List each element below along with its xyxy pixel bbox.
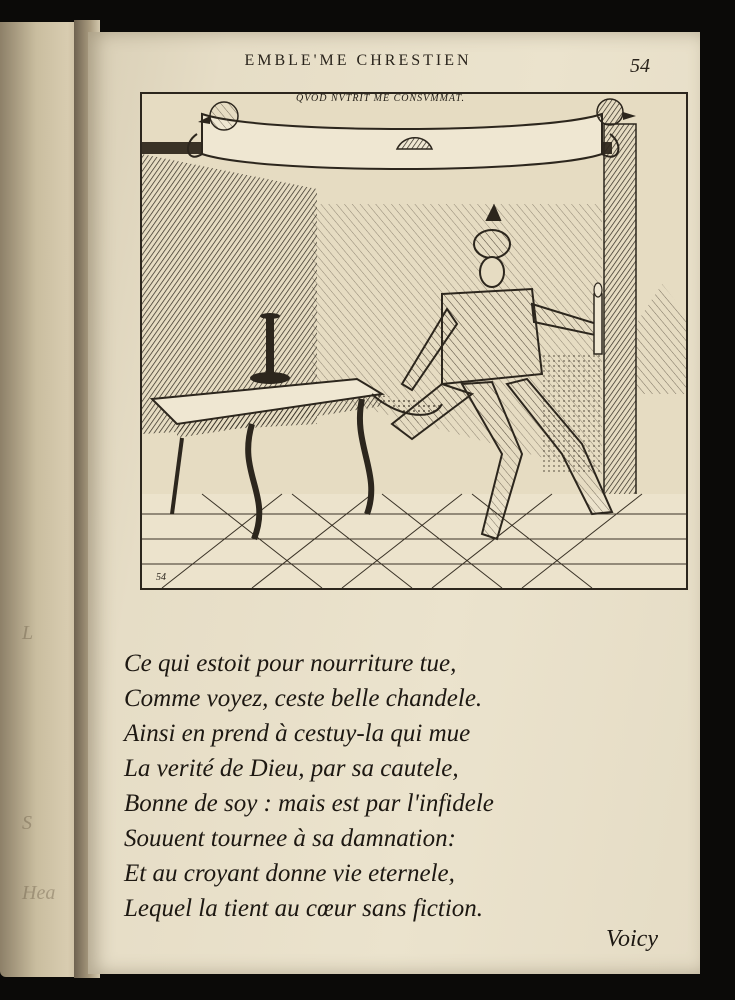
verse-line: Ce qui estoit pour nourriture tue, (124, 650, 457, 677)
emblem-verse (124, 646, 684, 926)
verse-line: Comme voyez, ceste belle chandele. (124, 685, 483, 712)
show-through-text: Hea (22, 882, 56, 904)
verse-line: Ainsi en prend à cestuy-la qui mue (124, 720, 471, 747)
engraving-illustration (142, 94, 686, 588)
verse-line: La verité de Dieu, par sa cautele, (124, 755, 459, 782)
plate-number: 54 (156, 572, 166, 583)
show-through-text: S (22, 812, 32, 834)
emblem-motto: QVOD NVTRIT ME CONSVMMAT. (296, 93, 465, 104)
verse-line: Souuent tournee à sa damnation: (124, 825, 456, 852)
show-through-text: L (22, 622, 34, 644)
emblem-engraving (140, 92, 688, 590)
verse-line: Et au croyant donne vie eternele, (124, 860, 455, 887)
verse-line: Bonne de soy : mais est par l'infidele (124, 790, 494, 817)
verse-line: Lequel la tient au cœur sans fiction. (124, 895, 484, 922)
catchword: Voicy (606, 926, 658, 952)
running-head: EMBLE'ME CHRESTIEN (244, 52, 472, 69)
page-number: 54 (630, 55, 650, 77)
